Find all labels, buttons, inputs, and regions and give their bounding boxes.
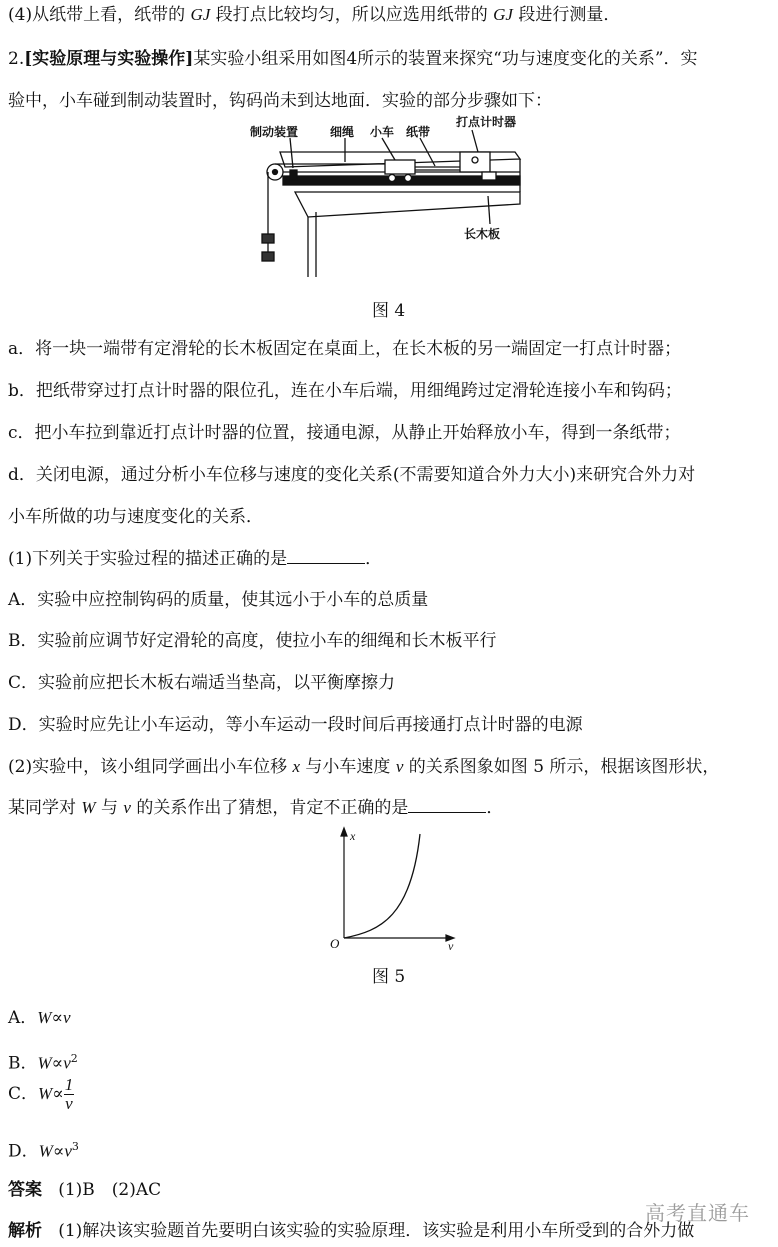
figure-5-caption: 图 5 xyxy=(372,967,406,987)
option-2b: B．$W\propto v^2$ xyxy=(8,1052,78,1074)
analysis-line: 解析 (1)解决该实验题首先要明白该实验的实验原理．该实验是利用小车所受到的合外力做 xyxy=(8,1221,695,1241)
label-timer: 打点计时器 xyxy=(456,115,517,129)
step-b: b．把纸带穿过打点计时器的限位孔，连在小车后端，用细绳跨过定滑轮连接小车和钩码； xyxy=(8,381,682,401)
origin-label: O xyxy=(330,936,340,951)
option-2c: C．W∝ $\frac{1}{v}$ xyxy=(8,1075,74,1113)
sub-question-2-cont: 某同学对 W 与 v 的关系作出了猜想，肯定不正确的是 ． xyxy=(8,798,504,818)
option-1a: A．实验中应控制钩码的质量，使其远小于小车的总质量 xyxy=(8,590,429,610)
question-tag: [实验原理与实验操作] xyxy=(24,49,194,69)
apparatus-figure xyxy=(250,112,540,277)
analysis-label: 解析 xyxy=(8,1221,42,1241)
fraction: $\frac{1}{v}$ xyxy=(64,1075,74,1113)
y-axis-label: x xyxy=(350,829,356,843)
step-c: c．把小车拉到靠近打点计时器的位置，接通电源，从静止开始释放小车，得到一条纸带； xyxy=(8,423,681,443)
answer-blank-1 xyxy=(287,549,365,564)
question-2-intro-cont: 验中，小车碰到制动装置时，钩码尚未到达地面．实验的部分步骤如下： xyxy=(8,91,552,111)
x-v-graph xyxy=(326,826,466,951)
option-1c: C．实验前应把长木板右端适当垫高，以平衡摩擦力 xyxy=(8,673,396,693)
sub-question-2: (2)实验中，该小组同学画出小车位移 x 与小车速度 v 的关系图象如图 5 所示，根据该图形状， xyxy=(8,757,720,777)
sub-question-1: (1)下列关于实验过程的描述正确的是 ． xyxy=(8,549,383,569)
step-d: d．关闭电源，通过分析小车位移与速度的变化关系(不需要知道合外力大小)来研究合外力对 xyxy=(8,465,696,485)
label-brake: 制动装置 xyxy=(250,125,299,139)
answer-label: 答案 xyxy=(8,1180,42,1200)
label-tape: 纸带 xyxy=(406,125,431,139)
option-1d: D．实验时应先让小车运动，等小车运动一段时间后再接通打点计时器的电源 xyxy=(8,715,583,735)
watermark: 高考直通车 xyxy=(645,1201,750,1225)
figure-4-caption: 图 4 xyxy=(372,301,406,321)
label-string: 细绳 xyxy=(330,125,355,139)
answer-blank-2 xyxy=(408,798,486,813)
label-cart: 小车 xyxy=(370,125,395,139)
step-a: a．将一块一端带有定滑轮的长木板固定在桌面上，在长木板的另一端固定一打点计时器； xyxy=(8,339,682,359)
question-2-intro: 2.[实验原理与实验操作]某实验小组采用如图4所示的装置来探究“功与速度变化的关系”．实 xyxy=(8,49,698,69)
option-1b: B．实验前应调节好定滑轮的高度，使拉小车的细绳和长木板平行 xyxy=(8,631,497,651)
step-d-cont: 小车所做的功与速度变化的关系． xyxy=(8,507,263,527)
label-board: 长木板 xyxy=(464,227,501,241)
option-2d: D．$W\propto v^3$ xyxy=(8,1140,79,1162)
x-axis-label: v xyxy=(448,939,454,951)
option-2a: A．W∝v xyxy=(8,1008,71,1028)
q4-line: (4)从纸带上看，纸带的 GJ 段打点比较均匀，所以应选用纸带的 GJ 段进行测量． xyxy=(8,5,621,25)
answer-line: 答案 (1)B (2)AC xyxy=(8,1180,162,1200)
